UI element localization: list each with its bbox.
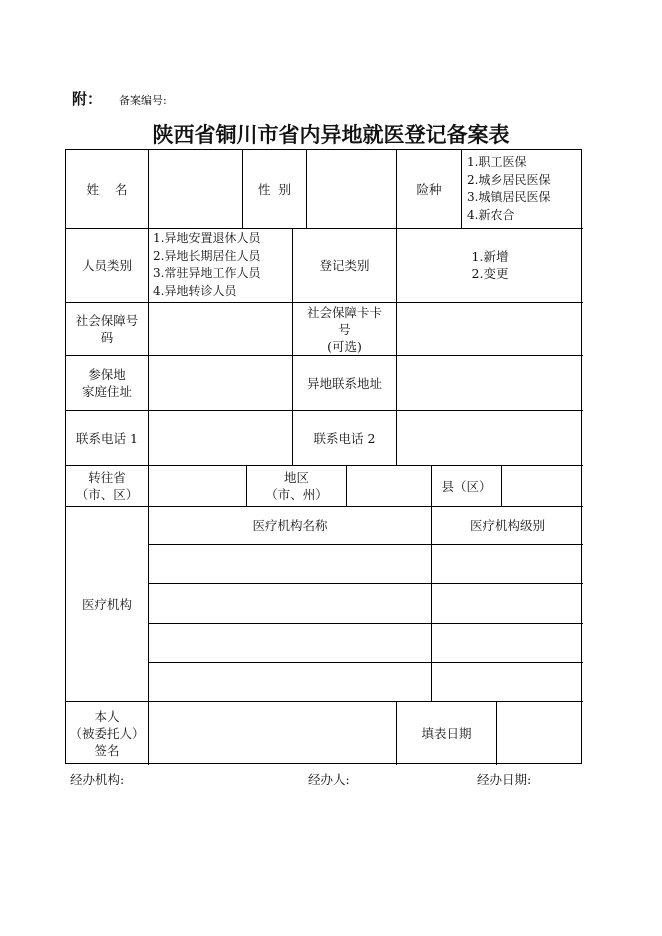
person-category-option[interactable]: 4.异地转诊人员 bbox=[153, 283, 237, 298]
insurance-option[interactable]: 3.城镇居民医保 bbox=[467, 190, 551, 204]
phone1-label: 联系电话 1 bbox=[76, 430, 138, 446]
handler-label: 经办人: bbox=[308, 772, 350, 787]
ss-number-field[interactable] bbox=[149, 303, 292, 355]
signature-label-line: 本人 bbox=[94, 708, 120, 724]
person-category-option[interactable]: 1.异地安置退休人员 bbox=[153, 231, 261, 245]
person-category-option[interactable]: 2.异地长期居住人员 bbox=[153, 248, 261, 263]
ss-card-label-line: 社会保障卡卡 bbox=[306, 304, 382, 320]
home-address-label-line: 参保地 bbox=[88, 367, 126, 382]
inst-name-field[interactable] bbox=[149, 624, 431, 662]
phone2-label: 联系电话 2 bbox=[313, 430, 376, 446]
person-category-label: 人员类别 bbox=[81, 257, 132, 273]
insurance-type-label: 险种 bbox=[416, 181, 442, 197]
ss-card-field[interactable] bbox=[397, 303, 583, 355]
person-category-options[interactable] bbox=[153, 230, 260, 300]
registration-type-option[interactable]: 1.新增 bbox=[471, 249, 509, 264]
insurance-option[interactable]: 1.职工医保 bbox=[467, 155, 527, 169]
inst-level-field[interactable] bbox=[432, 663, 583, 701]
v-line bbox=[461, 150, 462, 228]
record-number-label: 备案编号: bbox=[119, 94, 167, 107]
person-category-option[interactable]: 3.常驻异地工作人员 bbox=[153, 266, 261, 280]
inst-level-header: 医疗机构级别 bbox=[469, 518, 545, 533]
registration-type-label: 登记类别 bbox=[319, 257, 370, 273]
insurance-option[interactable]: 4.新农合 bbox=[467, 207, 515, 222]
ss-card-label-line: 号 bbox=[338, 321, 351, 337]
inst-name-field[interactable] bbox=[149, 545, 431, 583]
home-address-field[interactable] bbox=[149, 356, 292, 410]
signature-label-line: （被委托人） bbox=[69, 725, 145, 741]
registration-form-table bbox=[65, 149, 582, 764]
inst-name-header: 医疗机构名称 bbox=[252, 518, 328, 533]
inst-name-field[interactable] bbox=[149, 584, 431, 623]
gender-field[interactable] bbox=[307, 150, 396, 228]
agency-label: 经办机构: bbox=[70, 772, 125, 787]
name-label: 姓 名 bbox=[86, 181, 128, 197]
region-field[interactable] bbox=[347, 466, 431, 506]
county-label: 县（区） bbox=[441, 478, 492, 494]
handling-date-label: 经办日期: bbox=[477, 772, 532, 787]
province-field[interactable] bbox=[149, 466, 246, 506]
ss-number-label-line: 社会保障号 bbox=[75, 313, 139, 328]
home-address-label-line: 家庭住址 bbox=[81, 384, 132, 399]
gender-label: 性 别 bbox=[258, 181, 291, 197]
inst-name-field[interactable] bbox=[149, 663, 431, 701]
ss-card-label-line: (可选) bbox=[327, 338, 362, 354]
region-label bbox=[247, 466, 346, 506]
province-label bbox=[66, 466, 148, 506]
ss-number-label bbox=[66, 303, 148, 355]
name-field[interactable] bbox=[149, 150, 242, 228]
inst-level-field[interactable] bbox=[432, 545, 583, 583]
attachment-label: 附： bbox=[72, 90, 103, 108]
province-label-line: 转往省 bbox=[88, 470, 126, 485]
remote-address-field[interactable] bbox=[397, 356, 583, 410]
region-label-line: 地区 bbox=[283, 470, 309, 485]
phone2-field[interactable] bbox=[397, 411, 583, 465]
form-title: 陕西省铜川市省内异地就医登记备案表 bbox=[152, 123, 510, 147]
fill-date-field[interactable] bbox=[497, 702, 583, 764]
signature-field[interactable] bbox=[149, 702, 396, 764]
signature-label-line: 签名 bbox=[94, 742, 120, 758]
inst-level-field[interactable] bbox=[432, 584, 583, 623]
insurance-option[interactable]: 2.城乡居民医保 bbox=[467, 172, 551, 187]
region-label-line: （市、州） bbox=[265, 487, 328, 502]
phone1-field[interactable] bbox=[149, 411, 292, 465]
fill-date-label: 填表日期 bbox=[421, 725, 472, 741]
signature-label bbox=[66, 702, 148, 764]
ss-card-label bbox=[293, 303, 396, 355]
remote-address-label: 异地联系地址 bbox=[306, 375, 382, 391]
inst-level-field[interactable] bbox=[432, 624, 583, 662]
medical-inst-label: 医疗机构 bbox=[81, 596, 132, 612]
home-address-label bbox=[66, 356, 148, 410]
province-label-line: （市、区） bbox=[75, 487, 139, 502]
registration-type-option[interactable]: 2.变更 bbox=[471, 266, 509, 281]
county-field[interactable] bbox=[502, 466, 583, 506]
ss-number-label-line: 码 bbox=[100, 330, 114, 345]
registration-type-options[interactable] bbox=[397, 228, 583, 302]
insurance-options[interactable] bbox=[467, 154, 550, 224]
